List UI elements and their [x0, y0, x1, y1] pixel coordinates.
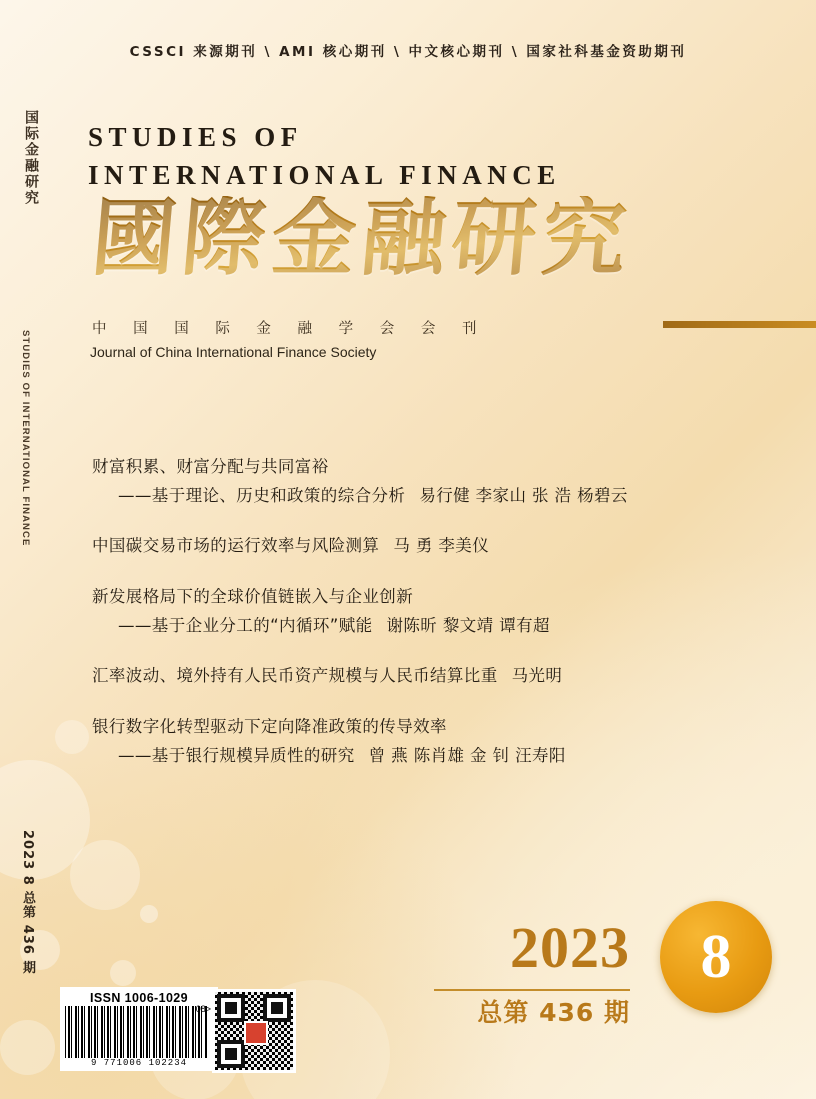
spine-title-en: STUDIES OF INTERNATIONAL FINANCE	[20, 330, 31, 547]
qr-eye-icon	[263, 994, 291, 1022]
entry-title: 银行数字化转型驱动下定向降准政策的传导效率	[92, 717, 447, 737]
entry-title: 中国碳交易市场的运行效率与风险测算	[92, 536, 380, 556]
masthead-english-line2: INTERNATIONAL FINANCE	[88, 160, 561, 190]
entry-subtitle: ——基于企业分工的“内循环”赋能	[118, 615, 373, 635]
barcode-bars	[65, 1006, 207, 1058]
entry-subtitle: ——基于理论、历史和政策的综合分析	[118, 485, 406, 505]
masthead-chinese: 國際金融研究	[87, 188, 637, 287]
entry-title: 财富积累、财富分配与共同富裕	[92, 457, 329, 476]
contents-entry	[92, 455, 752, 508]
issn-label: ISSN 1006-1029	[89, 991, 189, 1005]
contents-entry	[92, 585, 752, 638]
qr-eye-icon	[217, 1040, 245, 1068]
entry-authors: 谢陈昕 黎文靖 谭有超	[386, 615, 550, 635]
entry-title: 新发展格局下的全球价值链嵌入与企业创新	[92, 587, 414, 607]
barcode-addon: 08>	[195, 1004, 211, 1014]
masthead-english	[88, 122, 561, 191]
entry-subtitle-row	[92, 613, 752, 639]
entry-authors: 易行健 李家山 张 浩 杨碧云	[419, 485, 628, 505]
decorative-circle	[110, 960, 136, 986]
footer-divider	[434, 989, 630, 991]
contents-list	[92, 455, 752, 794]
decorative-circle	[140, 905, 158, 923]
cover-year: 2023	[510, 915, 630, 980]
qr-code-pattern	[215, 992, 293, 1070]
society-line-cn: 中 国 国 际 金 融 学 会 会 刊	[92, 321, 488, 337]
entry-subtitle: ——基于银行规模异质性的研究	[118, 745, 355, 765]
society-line-en: Journal of China International Finance Society	[90, 344, 377, 360]
decorative-circle	[55, 720, 89, 754]
contents-entry	[92, 534, 752, 559]
entry-subtitle-row	[92, 743, 752, 769]
indexing-line: CSSCI 来源期刊 \ AMI 核心期刊 \ 中文核心期刊 \ 国家社科基金资助期刊	[129, 44, 687, 60]
decorative-circle	[0, 1020, 55, 1075]
qr-code[interactable]	[212, 989, 296, 1073]
decorative-circle	[70, 840, 140, 910]
entry-authors: 曾 燕 陈肖雄 金 钊 汪寿阳	[368, 745, 566, 765]
entry-title-row	[92, 664, 752, 689]
entry-authors: 马光明	[511, 666, 563, 686]
masthead-english-line1: STUDIES OF	[88, 122, 303, 152]
entry-title-row	[92, 534, 752, 559]
issue-number-badge	[660, 901, 772, 1013]
qr-eye-icon	[217, 994, 245, 1022]
decorative-circle	[0, 760, 90, 880]
contents-entry	[92, 664, 752, 689]
barcode-block	[60, 987, 218, 1071]
entry-title: 汇率波动、境外持有人民币资产规模与人民币结算比重	[92, 666, 498, 686]
barcode-digits: 9 771006 102234	[90, 1058, 187, 1068]
total-issue-label: 总第 436 期	[477, 998, 630, 1027]
spine-title-cn: 国际金融研究	[23, 110, 39, 206]
entry-authors: 马 勇 李美仪	[393, 536, 490, 556]
qr-center-logo-icon	[244, 1021, 268, 1045]
spine-issue-line: 2023 8 总第 436 期	[20, 830, 35, 975]
entry-subtitle-row	[92, 483, 752, 509]
gold-rule	[663, 321, 816, 328]
contents-entry	[92, 715, 752, 768]
issue-number: 8	[700, 923, 732, 991]
